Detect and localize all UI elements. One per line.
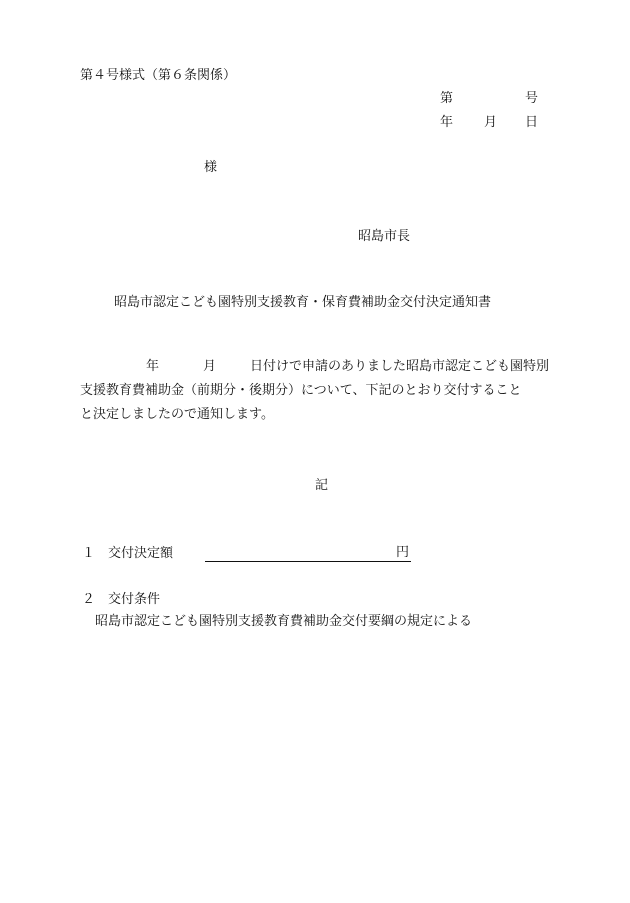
item2-label: 交付条件 — [108, 592, 161, 607]
notice-body-line3: と決定しましたので通知します。 — [80, 407, 274, 422]
issuer-name: 昭島市長 — [358, 229, 411, 244]
form-number-label: 第４号様式（第６条関係） — [80, 68, 237, 83]
ki-heading: 記 — [315, 478, 329, 493]
body-line1-rest: 日付けで申請のありました昭島市認定こども園特別 — [250, 359, 550, 374]
item2-number: ２ — [82, 592, 96, 607]
date-month: 月 — [484, 115, 498, 130]
item2-detail: 昭島市認定こども園特別支援教育費補助金交付要綱の規定による — [95, 614, 473, 629]
document-number-prefix: 第 — [440, 91, 454, 106]
yen-unit: 円 — [395, 545, 409, 560]
notice-body-line1 — [80, 355, 550, 379]
date-year: 年 — [440, 115, 454, 130]
grant-amount-field — [205, 545, 411, 562]
document-number-suffix: 号 — [525, 91, 539, 106]
date-day: 日 — [525, 115, 539, 130]
item1-number: １ — [82, 546, 96, 561]
document-title: 昭島市認定こども園特別支援教育・保育費補助金交付決定通知書 — [114, 295, 492, 310]
notice-body — [80, 355, 550, 427]
item1-label: 交付決定額 — [108, 546, 174, 561]
notice-body-line2: 支援教育費補助金（前期分・後期分）について、下記のとおり交付すること — [80, 383, 522, 398]
body-month: 月 — [203, 359, 217, 374]
body-year: 年 — [146, 359, 160, 374]
addressee-suffix: 様 — [204, 160, 218, 175]
